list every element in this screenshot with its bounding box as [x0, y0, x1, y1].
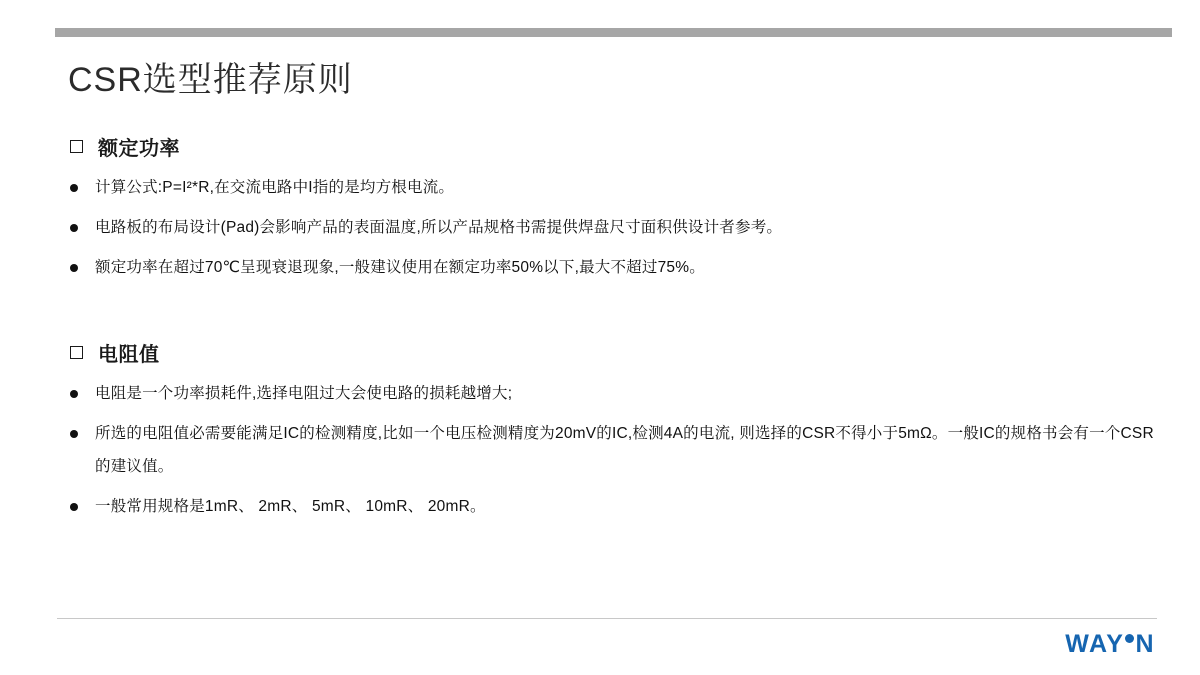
list-item-text: 电阻是一个功率损耗件,选择电阻过大会使电路的损耗越增大; — [95, 385, 513, 402]
page-title: CSR选型推荐原则 — [68, 61, 353, 99]
logo-text-right: N — [1135, 630, 1155, 658]
dot-bullet-icon — [70, 503, 78, 511]
slide-content — [70, 132, 1160, 543]
top-decorative-bar — [55, 28, 1172, 37]
square-bullet-icon — [70, 346, 83, 359]
square-bullet-icon — [70, 140, 83, 153]
list-item — [70, 377, 1160, 410]
section-heading-resistance-value — [70, 338, 1160, 367]
list-item — [70, 171, 1160, 204]
list-item-text: 额定功率在超过70℃呈现衰退现象,一般建议使用在额定功率50%以下,最大不超过75%。 — [95, 259, 705, 276]
list-item — [70, 490, 1160, 523]
list-item — [70, 251, 1160, 284]
brand-logo — [1065, 630, 1155, 659]
section-heading-rated-power — [70, 132, 1160, 161]
list-item-text: 一般常用规格是1mR、 2mR、 5mR、 10mR、 20mR。 — [95, 498, 486, 515]
section-rated-power — [70, 132, 1160, 284]
dot-bullet-icon — [70, 224, 78, 232]
list-item-text: 计算公式:P=I²*R,在交流电路中I指的是均方根电流。 — [95, 179, 455, 196]
section-spacer — [70, 304, 1160, 338]
section-resistance-value — [70, 338, 1160, 523]
list-item — [70, 417, 1160, 483]
footer-divider — [57, 618, 1157, 619]
bullet-list-resistance-value — [70, 377, 1160, 523]
dot-bullet-icon — [70, 184, 78, 192]
logo-dot-icon — [1125, 634, 1134, 643]
dot-bullet-icon — [70, 390, 78, 398]
section-heading-label: 电阻值 — [98, 344, 160, 366]
section-heading-label: 额定功率 — [98, 138, 180, 160]
dot-bullet-icon — [70, 264, 78, 272]
list-item-text: 电路板的布局设计(Pad)会影响产品的表面温度,所以产品规格书需提供焊盘尺寸面积供设计者参考。 — [95, 219, 783, 236]
list-item-text: 所选的电阻值必需要能满足IC的检测精度,比如一个电压检测精度为20mV的IC,检测4A的电流, 则选择的CSR不得小于5mΩ。一般IC的规格书会有一个CSR的建议值。 — [95, 425, 1154, 475]
list-item — [70, 211, 1160, 244]
logo-text-left: WAY — [1065, 630, 1125, 658]
bullet-list-rated-power — [70, 171, 1160, 284]
dot-bullet-icon — [70, 430, 78, 438]
